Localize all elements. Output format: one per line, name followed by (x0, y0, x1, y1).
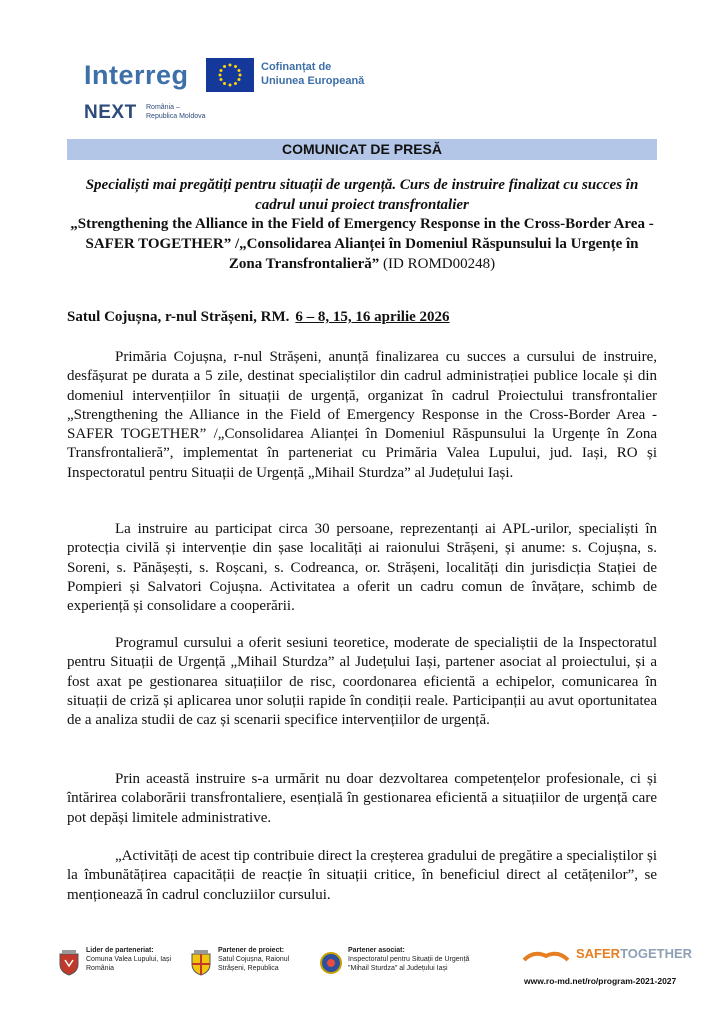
event-date: 6 – 8, 15, 16 aprilie 2026 (295, 309, 450, 325)
isu-iasi-emblem-icon (320, 950, 342, 976)
leader-partner: Lider de parteneriat: Comuna Valea Lupului, Iași România (86, 947, 172, 972)
subtitle: Specialiști mai pregătiți pentru situații de urgență. Curs de instruire finalizat cu succes în cadrul unui proiect transfrontalier (85, 177, 639, 213)
eu-cofinance-text: Cofinanțat de Uniunea Europeană (261, 61, 365, 87)
project-partner: Partener de proiect: Satul Cojușna, Raionul Strășeni, Republica (218, 947, 290, 972)
eu-flag-icon (206, 58, 254, 92)
interreg-logo: Interreg (84, 60, 189, 90)
project-title: „Strengthening the Alliance in the Field of Emergency Response in the Cross-Border Area - SAFER TOGETHER” /„Consolidarea Alianței în Domeniul Răspunsului la Urgențe în Zona Transfrontalieră” (ID ROMD00248) (70, 216, 654, 272)
cojusna-crest-icon (190, 950, 212, 976)
page-title: COMUNICAT DE PRESĂ (67, 139, 657, 160)
location-line (67, 309, 450, 326)
safer-together-icon (520, 948, 572, 966)
paragraph-4: Prin această instruire s-a urmărit nu doar dezvoltarea competențelor profesionale, ci și întărirea colaborării transfrontaliere, esențială în gestionarea eficientă a situațiilor de urgență care pot depăși limitele administrative. (67, 771, 657, 826)
next-subtitle: România – Republica Moldova (146, 104, 206, 120)
program-website-link[interactable]: www.ro-md.net/ro/program-2021-2027 (524, 976, 677, 986)
next-logo: NEXT (84, 102, 137, 123)
paragraph-3: Programul cursului a oferit sesiuni teoretice, moderate de specialiștii de la Inspectoratul pentru Situații de Urgență „Mihail Sturdza” al Județului Iași, partener asociat al proiectului, și a fost axat pe gestionarea situațiilor de risc, coordonarea eficientă a echipelor, comunicarea în situații de criză și aplicarea unor soluții rapide în condiții reale. Participanții au avut oportunitatea de a analiza studii de caz și scenarii specifice intervențiilor de urgență. (67, 635, 657, 729)
footer (58, 946, 693, 996)
paragraph-5: „Activități de acest tip contribuie direct la creșterea gradului de pregătire a specialiștilor și la îmbunătățirea capacității de reacție în situații critice, în beneficiul direct al cetățenilor”, se menționează în cadrul concluziilor cursului. (67, 848, 657, 903)
valea-lupului-crest-icon (58, 950, 80, 976)
paragraph-2: La instruire au participat circa 30 persoane, reprezentanți ai APL-urilor, specialiști în protecția civilă și intervenție din șase localități ai raionului Strășeni, și anume: s. Cojușna, s. Soreni, s. Pănășești, s. Roșcani, s. Codreanca, or. Strășeni, localități din jurisdicția Stației de Pompieri și Salvatori Cojușna. Activitatea a oferit un cadru comun de învățare, schimb de experiență și consolidare a cooperării. (67, 521, 657, 615)
associate-partner: Partener asociat: Inspectoratul pentru Situații de Urgență "Mihail Sturdza" al Județului Iași (348, 947, 470, 972)
location: Satul Cojușna, r-nul Strășeni, RM. (67, 309, 290, 325)
safer-together-logo: SAFERTOGETHER (576, 946, 693, 961)
project-id: (ID ROMD00248) (383, 256, 496, 272)
paragraph-1: Primăria Cojușna, r-nul Strășeni, anunță finalizarea cu succes a cursului de instruire, desfășurat pe durata a 5 zile, destinat specialiștilor din cadrul administrației publice locale și din domeniul intervențiilor în situații de urgență, organizat în cadrul Proiectului transfrontalier „Strengthening the Alliance in the Field of Emergency Response in the Cross-Border Area - SAFER TOGETHER” /„Consolidarea Alianței în Domeniul Răspunsului la Urgențe în Zona Transfrontalieră”, implementat în parteneriat cu Primăria Valea Lupului, jud. Iași, RO și Inspectoratul pentru Situații de Urgență „Mihail Sturdza” al Județului Iași. (67, 349, 657, 481)
